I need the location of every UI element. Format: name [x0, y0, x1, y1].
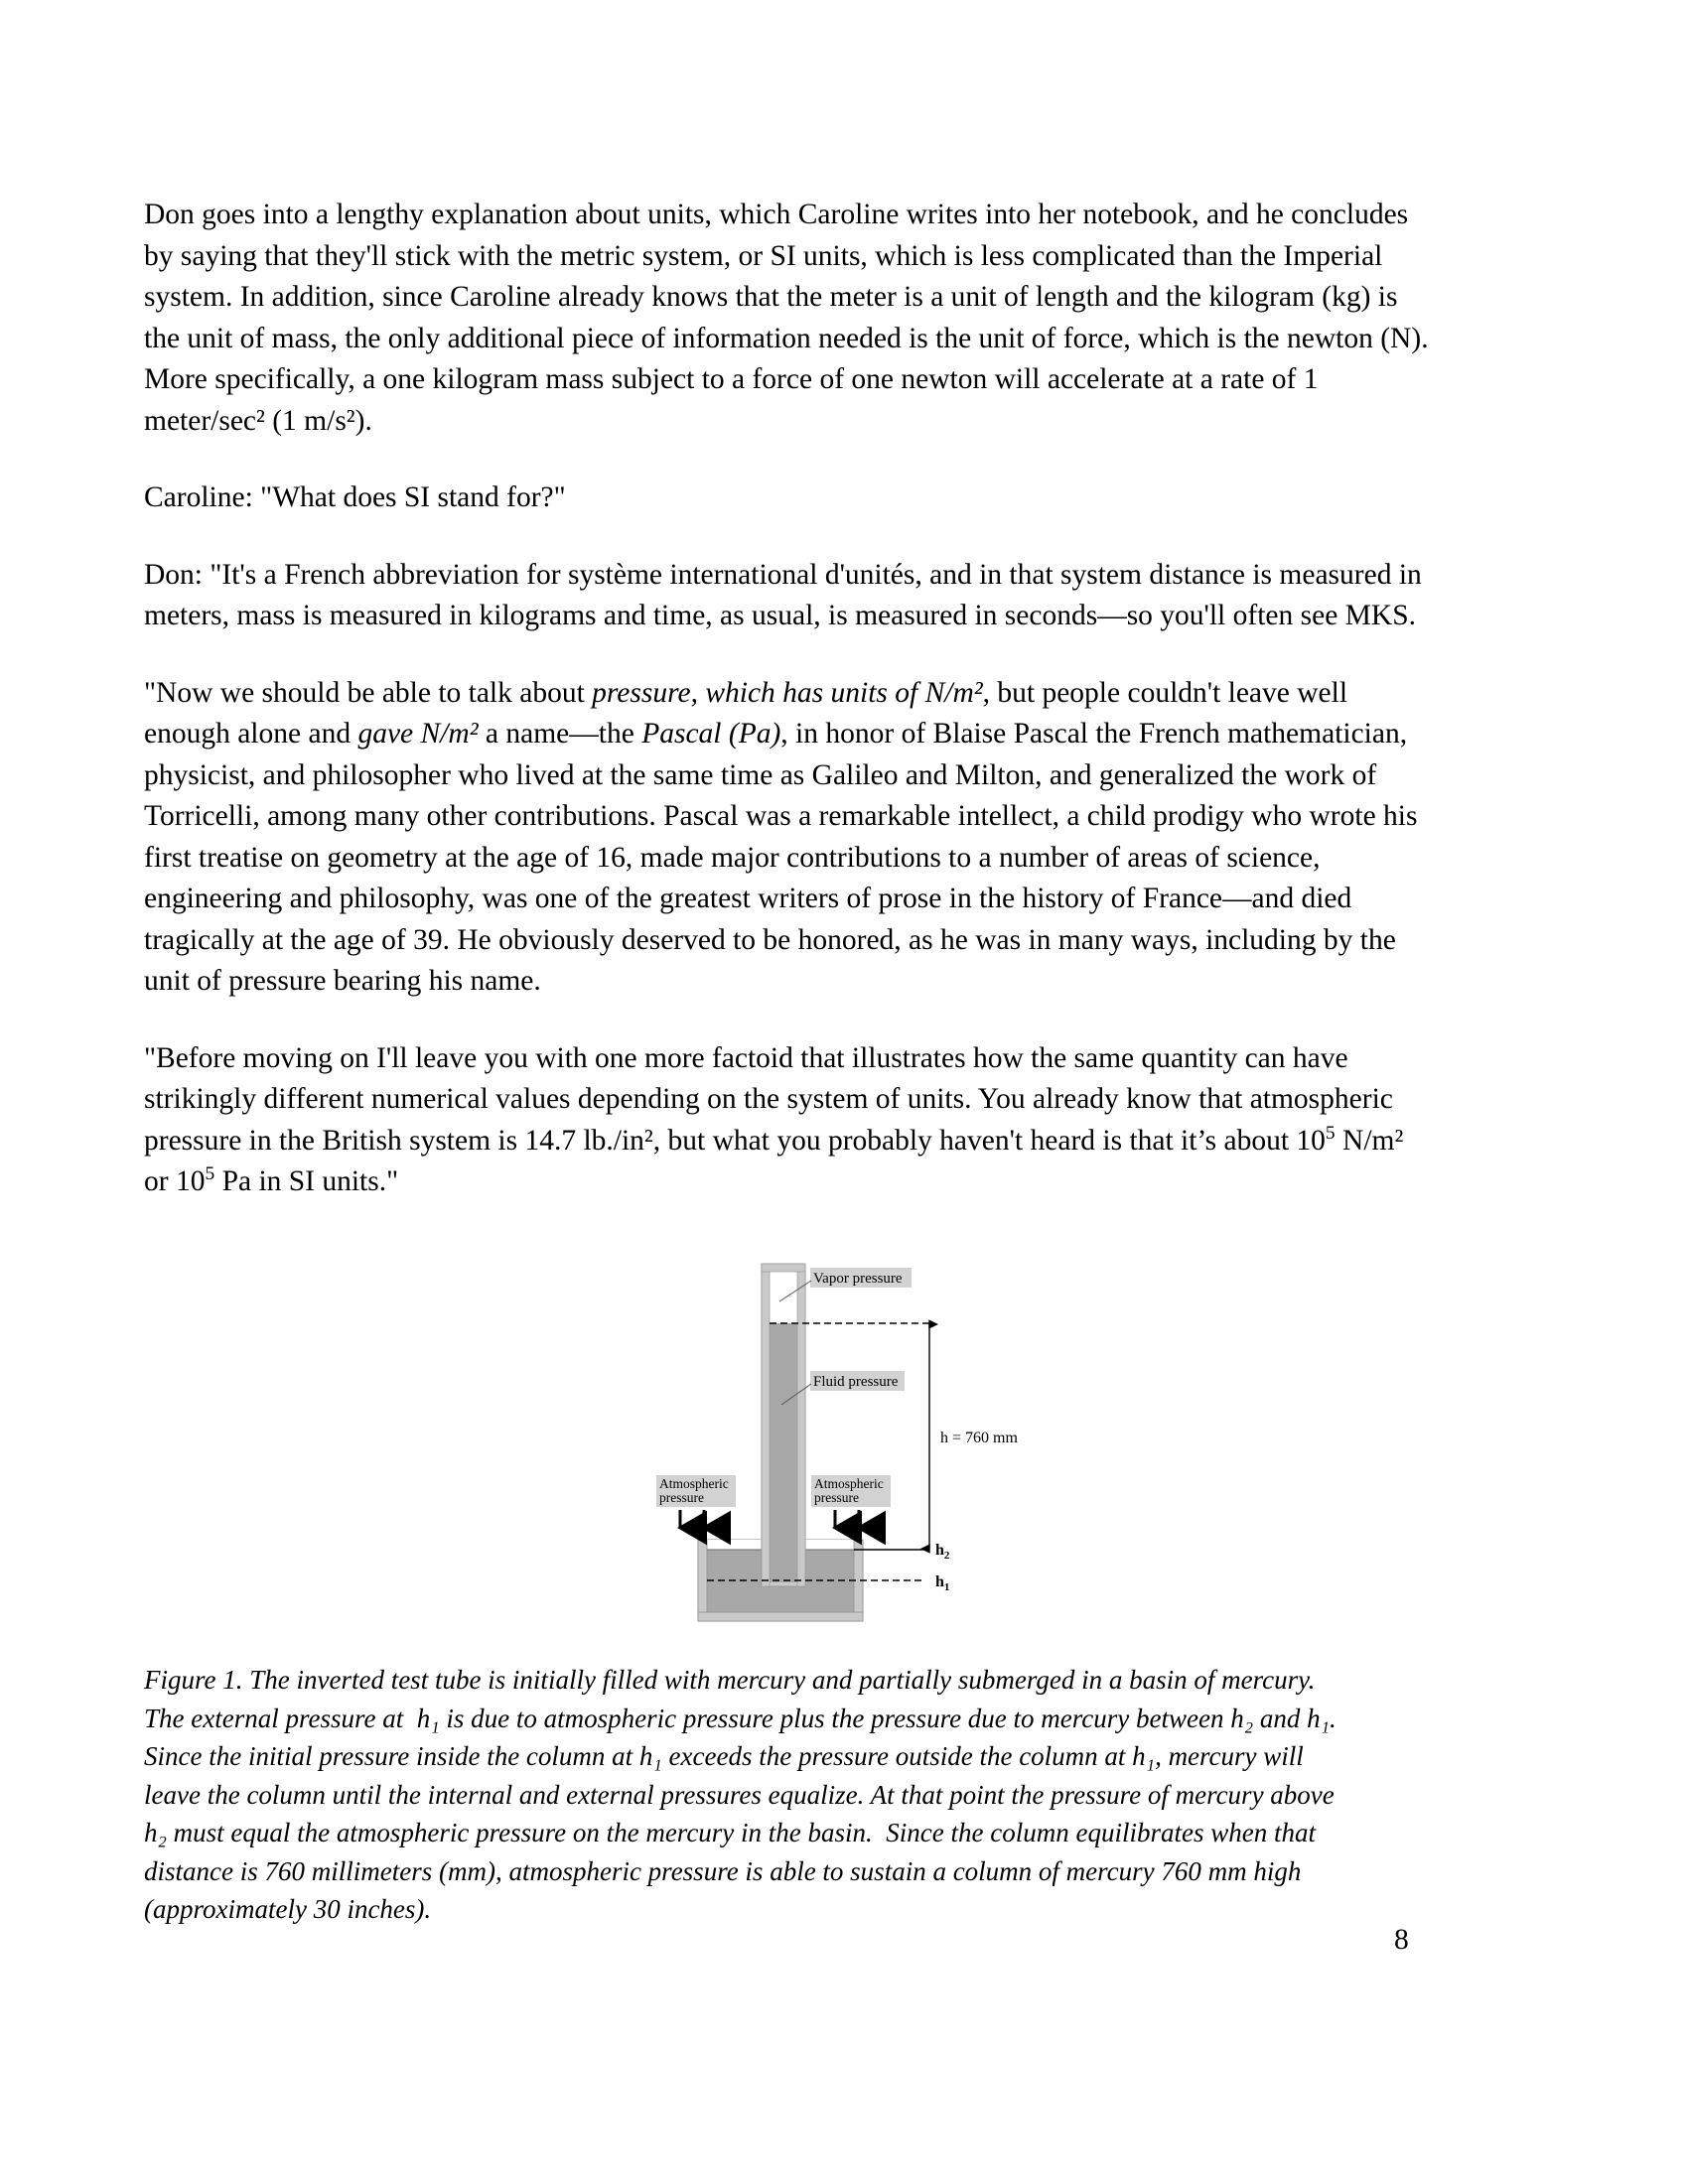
document-body [144, 195, 1435, 1203]
superscript-exponent: 5 [205, 1163, 215, 1185]
paragraph-text: Don: "It's a French abbreviation for système international d'unités, and in that system distance is measured in meters, mass is measured in kilograms and time, as usual, is measured in seconds—so you'll often see MKS. [144, 558, 1422, 631]
paragraph-atmospheric-units [144, 1038, 1435, 1203]
run-text: , but people couldn't leave well enough alone and [144, 676, 1348, 750]
caption-line: leave the column until the internal and external pressures equalize. At that point the pressure of mercury above [144, 1779, 1335, 1810]
paragraph-pascal [144, 673, 1435, 1003]
caption-line: The external pressure at h₁ is due to atmospheric pressure plus the pressure due to mercury between h₂ and h₁. [144, 1703, 1336, 1733]
svg-text:Atmospheric: Atmospheric [814, 1476, 884, 1491]
caption-line: distance is 760 millimeters (mm), atmospheric pressure is able to sustain a column of mercury 760 mm high [144, 1855, 1302, 1886]
run-italic-pascal-pa: Pascal (Pa) [641, 718, 781, 750]
run-text: "Now we should be able to talk about [144, 676, 593, 709]
paragraph-text: Don goes into a lengthy explanation about units, which Caroline writes into her notebook, and he concludes by saying that they'll stick with the metric system, or SI units, which is less complicated than the Imperial system. In addition, since Caroline already knows that the meter is a unit of length and the kilogram (kg) is the unit of mass, the only additional piece of information needed is the unit of force, which is the newton (N). More specifically, a one kilogram mass subject to a force of one newton will accelerate at a rate of 1 meter/sec² (1 m/s²). [144, 199, 1429, 437]
superscript-exponent: 5 [1325, 1122, 1336, 1144]
paragraph-text: Caroline: "What does SI stand for?" [144, 481, 566, 513]
h2-label-text: $h_2$ [935, 1542, 950, 1562]
caption-line: (approximately 30 inches). [144, 1894, 432, 1924]
caption-line: Figure 1. The inverted test tube is initially filled with mercury and partially submerged in a basin of mercury. [144, 1665, 1316, 1695]
fluid-pressure-label-text: Fluid pressure [813, 1374, 899, 1390]
run-italic-gave-nm2: gave N/m² [357, 718, 479, 750]
height-dimension-text: h = 760 mm [940, 1430, 1018, 1446]
figure-caption [144, 1661, 1435, 1929]
run-text: N/m² or 10 [144, 1124, 1404, 1197]
svg-text:pressure: pressure [814, 1490, 859, 1505]
paragraph-units-explanation [144, 195, 1435, 442]
svg-text:pressure: pressure [659, 1490, 704, 1505]
paragraph-caroline-question [144, 478, 1435, 519]
barometer-diagram [634, 1234, 1052, 1631]
caption-line: h₂ must equal the atmospheric pressure on the mercury in the basin. Since the column equilibrates when that [144, 1818, 1316, 1847]
figure-container [144, 1234, 1435, 1631]
caption-line: Since the initial pressure inside the column at h₁ exceeds the pressure outside the column at h₁, mercury will [144, 1741, 1304, 1771]
run-text: , in honor of Blaise Pascal the French mathematician, physicist, and philosopher who lived at the same time as Galileo and Milton, and generalized the work of Torricelli, among many other contributions. Pascal was a remarkable intellect, a child prodigy who wrote his first treatise on geometry at the age of 16, made major contributions to a number of areas of science, engineering and philosophy, was one of the greatest writers of prose in the history of France—and died tragically at the age of 39. He obviously deserved to be honored, as he was in many ways, including by the unit of pressure bearing his name. [144, 718, 1418, 997]
svg-text:Atmospheric: Atmospheric [659, 1476, 729, 1491]
paragraph-don-si-answer [144, 555, 1435, 637]
run-text: "Before moving on I'll leave you with one more factoid that illustrates how the same quantity can have strikingly different numerical values depending on the system of units. You already know that atmospheric pressure in the British system is 14.7 lb./in², but what you probably haven't heard is that it’s about 10 [144, 1041, 1393, 1157]
vapor-pressure-label-text: Vapor pressure [813, 1271, 903, 1287]
run-text: Pa in SI units." [214, 1165, 399, 1197]
run-text: a name—the [478, 718, 642, 750]
h1-label-text: $h_1$ [935, 1573, 950, 1593]
page-number: 8 [1394, 1924, 1409, 1956]
run-italic-pressure-units: pressure, which has units of N/m² [592, 676, 983, 709]
